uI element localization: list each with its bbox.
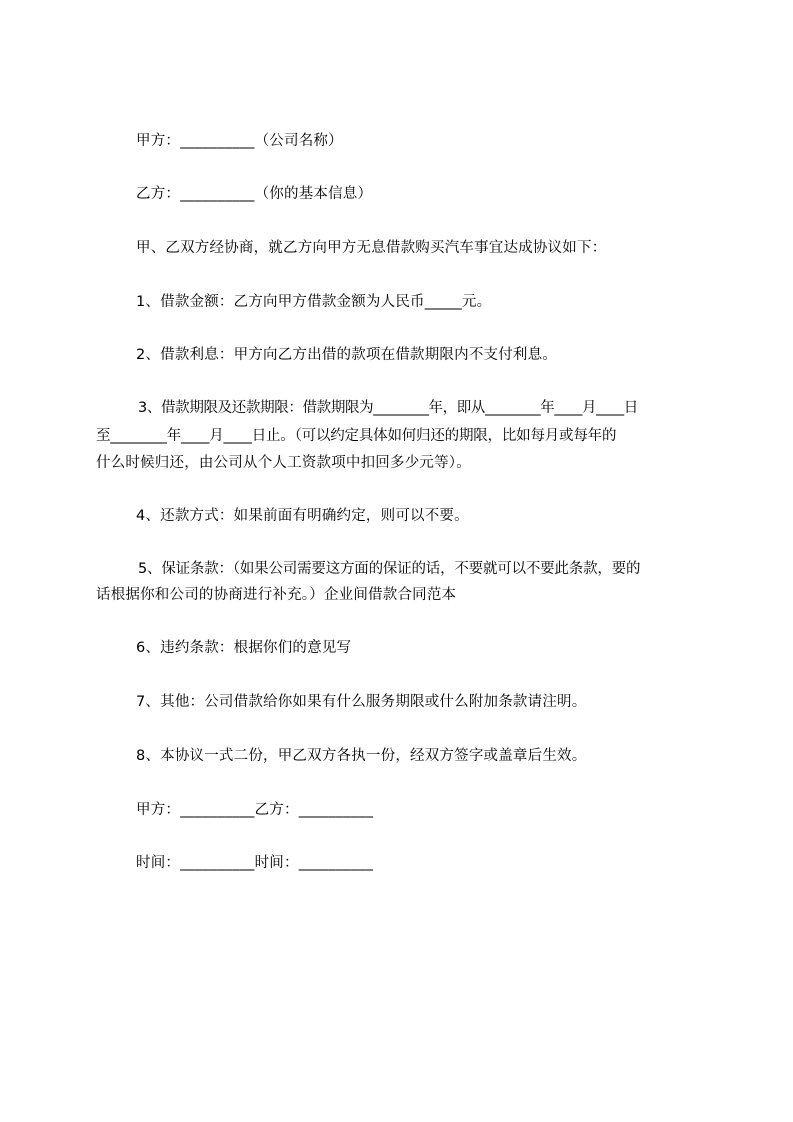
signature-line: 甲方：__________乙方：__________	[136, 802, 374, 818]
clause-2: 2、借款利息：甲方向乙方出借的款项在借款期限内不支付利息。	[136, 347, 558, 363]
clause-4: 4、还款方式：如果前面有明确约定，则可以不要。	[136, 508, 469, 524]
clause-5-line-1: 5、保证条款：（如果公司需要这方面的保证的话，不要就可以不要此条款，要的	[138, 561, 641, 577]
clause-3-line-3: 什么时候归还，由公司从个人工资款项中扣回多少元等）。	[96, 455, 471, 471]
clause-7: 7、其他：公司借款给你如果有什么服务期限或什么附加条款请注明。	[136, 694, 587, 710]
intro-paragraph: 甲、乙双方经协商，就乙方向甲方无息借款购买汽车事宜达成协议如下：	[136, 240, 607, 256]
date-line: 时间：__________时间：__________	[136, 855, 374, 871]
clause-3-line-1: 3、借款期限及还款期限：借款期限为________年，即从________年____月____日	[138, 400, 638, 416]
party-a-line: 甲方：__________（公司名称）	[136, 133, 343, 149]
party-b-line: 乙方：__________（你的基本信息）	[136, 186, 373, 202]
clause-5-line-2: 话根据你和公司的协商进行补充。）企业间借款合同范本	[96, 587, 457, 603]
clause-6: 6、违约条款：根据你们的意见写	[136, 640, 352, 656]
clause-8: 8、本协议一式二份，甲乙双方各执一份，经双方签字或盖章后生效。	[136, 748, 587, 764]
clause-1: 1、借款金额：乙方向甲方借款金额为人民币_____元。	[136, 294, 492, 310]
clause-3-line-2: 至________年____月____日止。（可以约定具体如何归还的期限，比如每月或每年的	[96, 428, 617, 444]
